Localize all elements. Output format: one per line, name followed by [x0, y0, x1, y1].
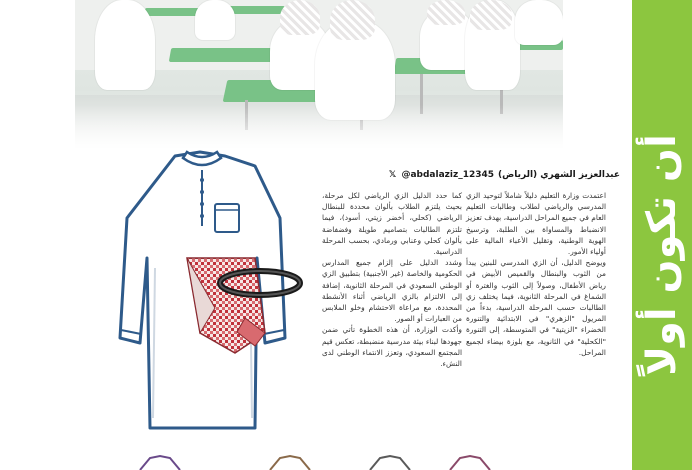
author-handle[interactable]: @abdalaziz_12345: [401, 170, 495, 180]
article-column-right: [466, 190, 606, 425]
section-title: أن تكون أولاً: [639, 134, 685, 376]
byline: [330, 170, 620, 180]
article-paragraph: اعتمدت وزارة التعليم دليلاً شاملاً لتوحيد الزي المدرسي والرياضي لطلاب وطالبات التعليم العام في جميع المراحل الدراسية، بهدف تعزيز الانضباط والمساواة بين الطلبة، وترسيخ الهوية الوطنية، وتقليل الأعباء المالية على أولياء الأمور.: [466, 191, 606, 257]
author-name: عبدالعزيز الشهري (الرياض): [498, 170, 620, 180]
uniform-thumbnails: [120, 452, 520, 470]
article-paragraph: ويوضح الدليل، أن الزي المدرسي للبنين يبدأ من الثوب والبنطال والقميص الأبيض في رياض الأطفال، وصولاً إلى الثوب والغترة أو الشماغ في المرحلة الثانوية، فيما يختلف زي الطالبات حسب المرحلة الدراسية، بدءاً من المريول "الزهري" في الابتدائية والتنورة الخضراء "الزيتية" في المتوسطة، إلى التنورة "الكحلية" في الثانوية، مع بلوزة بيضاء لجميع المراحل.: [466, 258, 606, 357]
uniform-icon: [450, 456, 490, 470]
uniform-icon: [140, 456, 180, 470]
x-logo-icon: 𝕏: [388, 170, 397, 180]
thobe-illustration: [105, 148, 305, 438]
section-title-wrapper: [632, 0, 692, 470]
article-paragraph: وأكدت الوزارة، أن هذه الخطوة تأتي ضمن جهودها لبناء بيئة مدرسية منضبطة، تعكس قيم المجتمع السعودي، وتعزز الانتماء الوطني لدى النشء.: [322, 325, 462, 369]
classroom-photo: [75, 0, 563, 150]
uniform-icon: [270, 456, 310, 470]
article-column-left: [322, 190, 462, 435]
article-paragraph: كما حدد الدليل الزي الرياضي لكل مرحلة، بحيث يلتزم الطلاب بألوان محددة للبنطال الرياضي (كحلي، أخضر زيتي، أسود)، فيما تلتزم الطالبات بتصاميم طويلة وفضفاضة بألوان كحلي وعنابي ورمادي، بحسب المرحلة الدراسية.: [322, 191, 462, 257]
uniform-icon: [370, 456, 410, 470]
article-paragraph: وشدد الدليل على إلزام جميع المدارس الحكومية والخاصة (غير الأجنبية) بتطبيق الزي الوطني السعودي في المرحلة الثانوية، إضافة إلى الالتزام بالزي الرياضي أثناء الأنشطة المحددة، مع مراعاة الاحتشام وخلو الملابس من العبارات أو الصور.: [322, 258, 462, 324]
